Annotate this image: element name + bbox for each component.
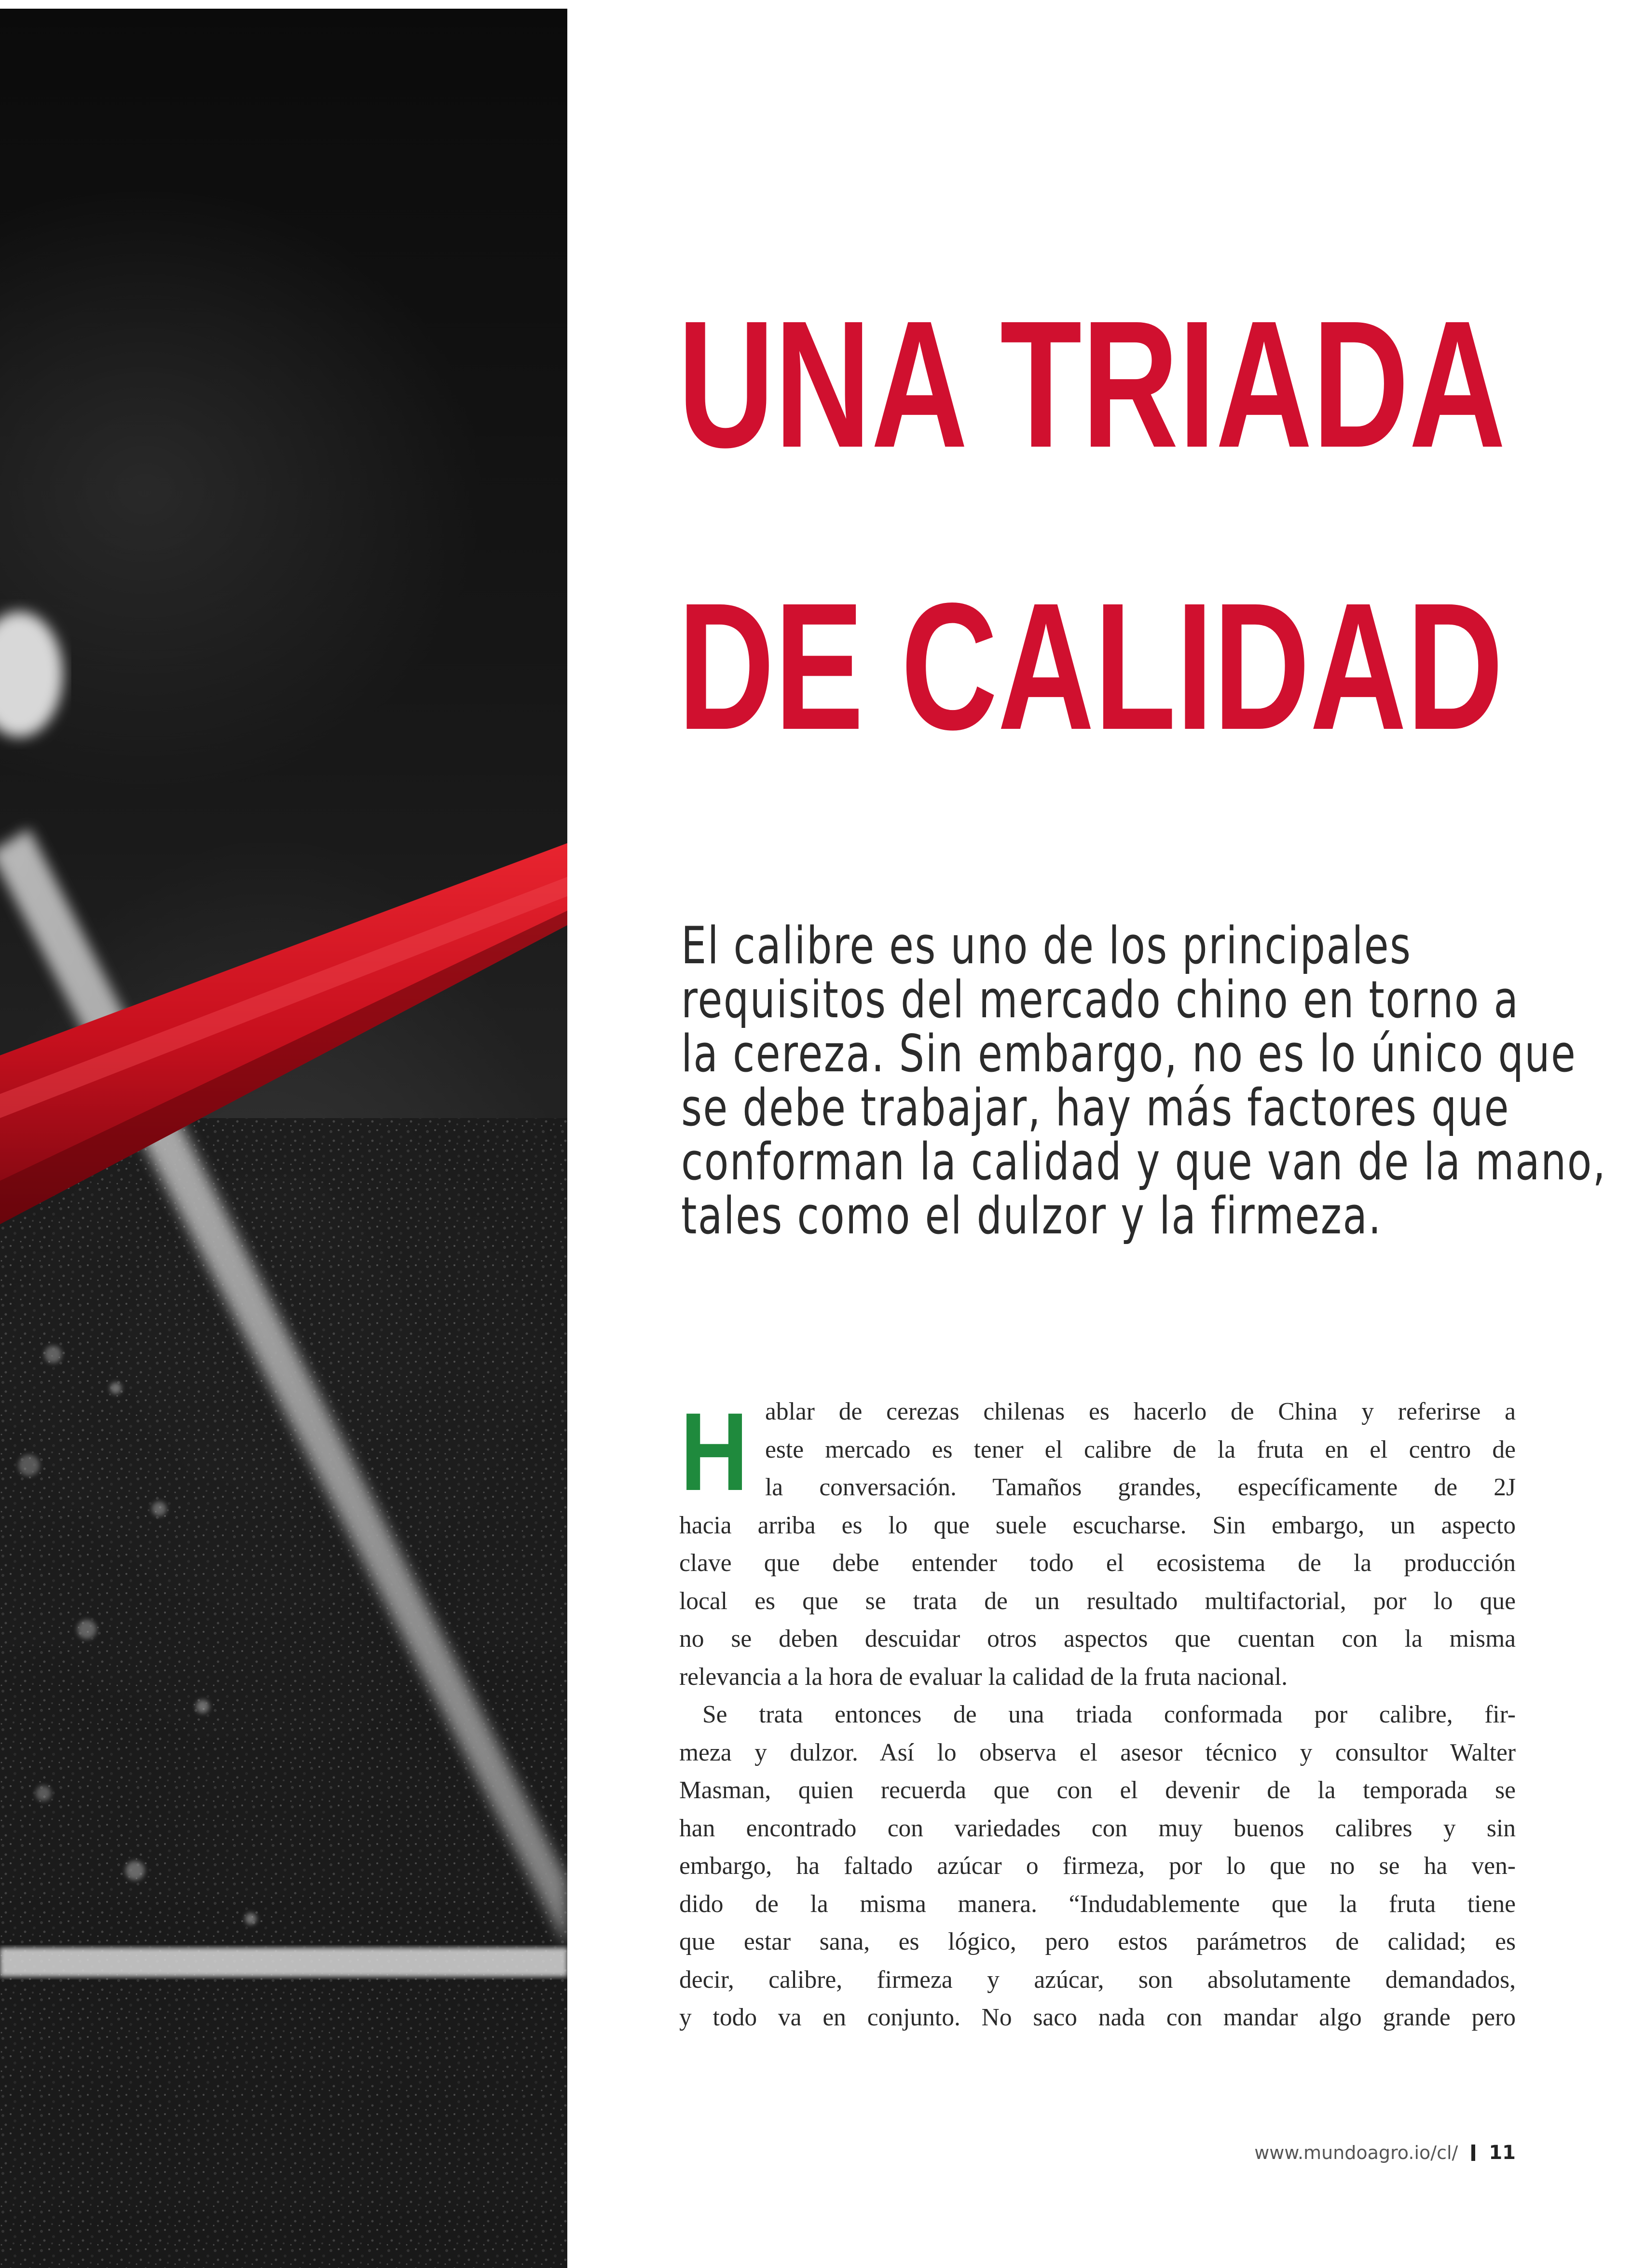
- page-number: 11: [1489, 2142, 1516, 2164]
- body-line: Masman, quien recuerda que con el devenir de la temporada se: [679, 1776, 1516, 1804]
- body-line: ablar de cerezas chilenas es hacerlo de China y referirse a: [765, 1398, 1516, 1425]
- body-line: no se deben descuidar otros aspectos que cuentan con la misma: [679, 1625, 1516, 1653]
- body-line: la conversación. Tamaños grandes, específicamente de 2J: [765, 1474, 1516, 1501]
- body-line: Se trata entonces de una triada conformada por calibre, fir-: [702, 1701, 1516, 1728]
- body-line: relevancia a la hora de evaluar la calidad de la fruta nacional.: [679, 1663, 1288, 1691]
- body-line: decir, calibre, firmeza y azúcar, son absolutamente demandados,: [679, 1966, 1516, 1994]
- footer-separator: [1471, 2145, 1475, 2161]
- body-line: clave que debe entender todo el ecosistema de la producción: [679, 1549, 1516, 1577]
- standfirst-line: requisitos del mercado chino en torno a: [681, 970, 1520, 1029]
- drop-cap: H: [680, 1390, 749, 1514]
- body-line: han encontrado con variedades con muy buenos calibres y sin: [679, 1814, 1516, 1842]
- headline-line-2: DE CALIDAD: [678, 566, 1504, 767]
- body-line: local es que se trata de un resultado multifactorial, por lo que: [679, 1587, 1516, 1615]
- page-footer: [1254, 2142, 1516, 2164]
- body-line: hacia arriba es lo que suele escucharse. Sin embargo, un aspecto: [679, 1511, 1516, 1539]
- body-line: y todo va en conjunto. No saco nada con mandar algo grande pero: [679, 2004, 1516, 2031]
- standfirst-line: El calibre es uno de los principales: [681, 916, 1412, 975]
- body-line: este mercado es tener el calibre de la fruta en el centro de: [765, 1435, 1516, 1463]
- article-headline: [678, 244, 1506, 808]
- body-line: meza y dulzor. Así lo observa el asesor técnico y consultor Walter: [679, 1738, 1516, 1766]
- body-line: embargo, ha faltado azúcar o firmeza, por lo que no se ha ven-: [679, 1852, 1516, 1880]
- headline-line-1: UNA TRIADA: [678, 284, 1506, 485]
- article-photo: [0, 9, 567, 2268]
- article-body: [679, 1390, 1516, 2037]
- body-line: dido de la misma manera. “Indudablemente que la fruta tiene: [679, 1890, 1516, 1918]
- article-standfirst: [681, 916, 1607, 1245]
- body-line: que estar sana, es lógico, pero estos parámetros de calidad; es: [679, 1928, 1516, 1955]
- standfirst-line: conforman la calidad y que van de la mano,: [681, 1132, 1607, 1191]
- standfirst-line: tales como el dulzor y la firmeza.: [681, 1186, 1383, 1245]
- footer-url-link[interactable]: www.mundoagro.io/cl/: [1254, 2142, 1458, 2163]
- standfirst-line: se debe trabajar, hay más factores que: [681, 1078, 1510, 1137]
- standfirst-line: la cereza. Sin embargo, no es lo único que: [681, 1024, 1577, 1083]
- photo-illustration: [0, 9, 567, 2268]
